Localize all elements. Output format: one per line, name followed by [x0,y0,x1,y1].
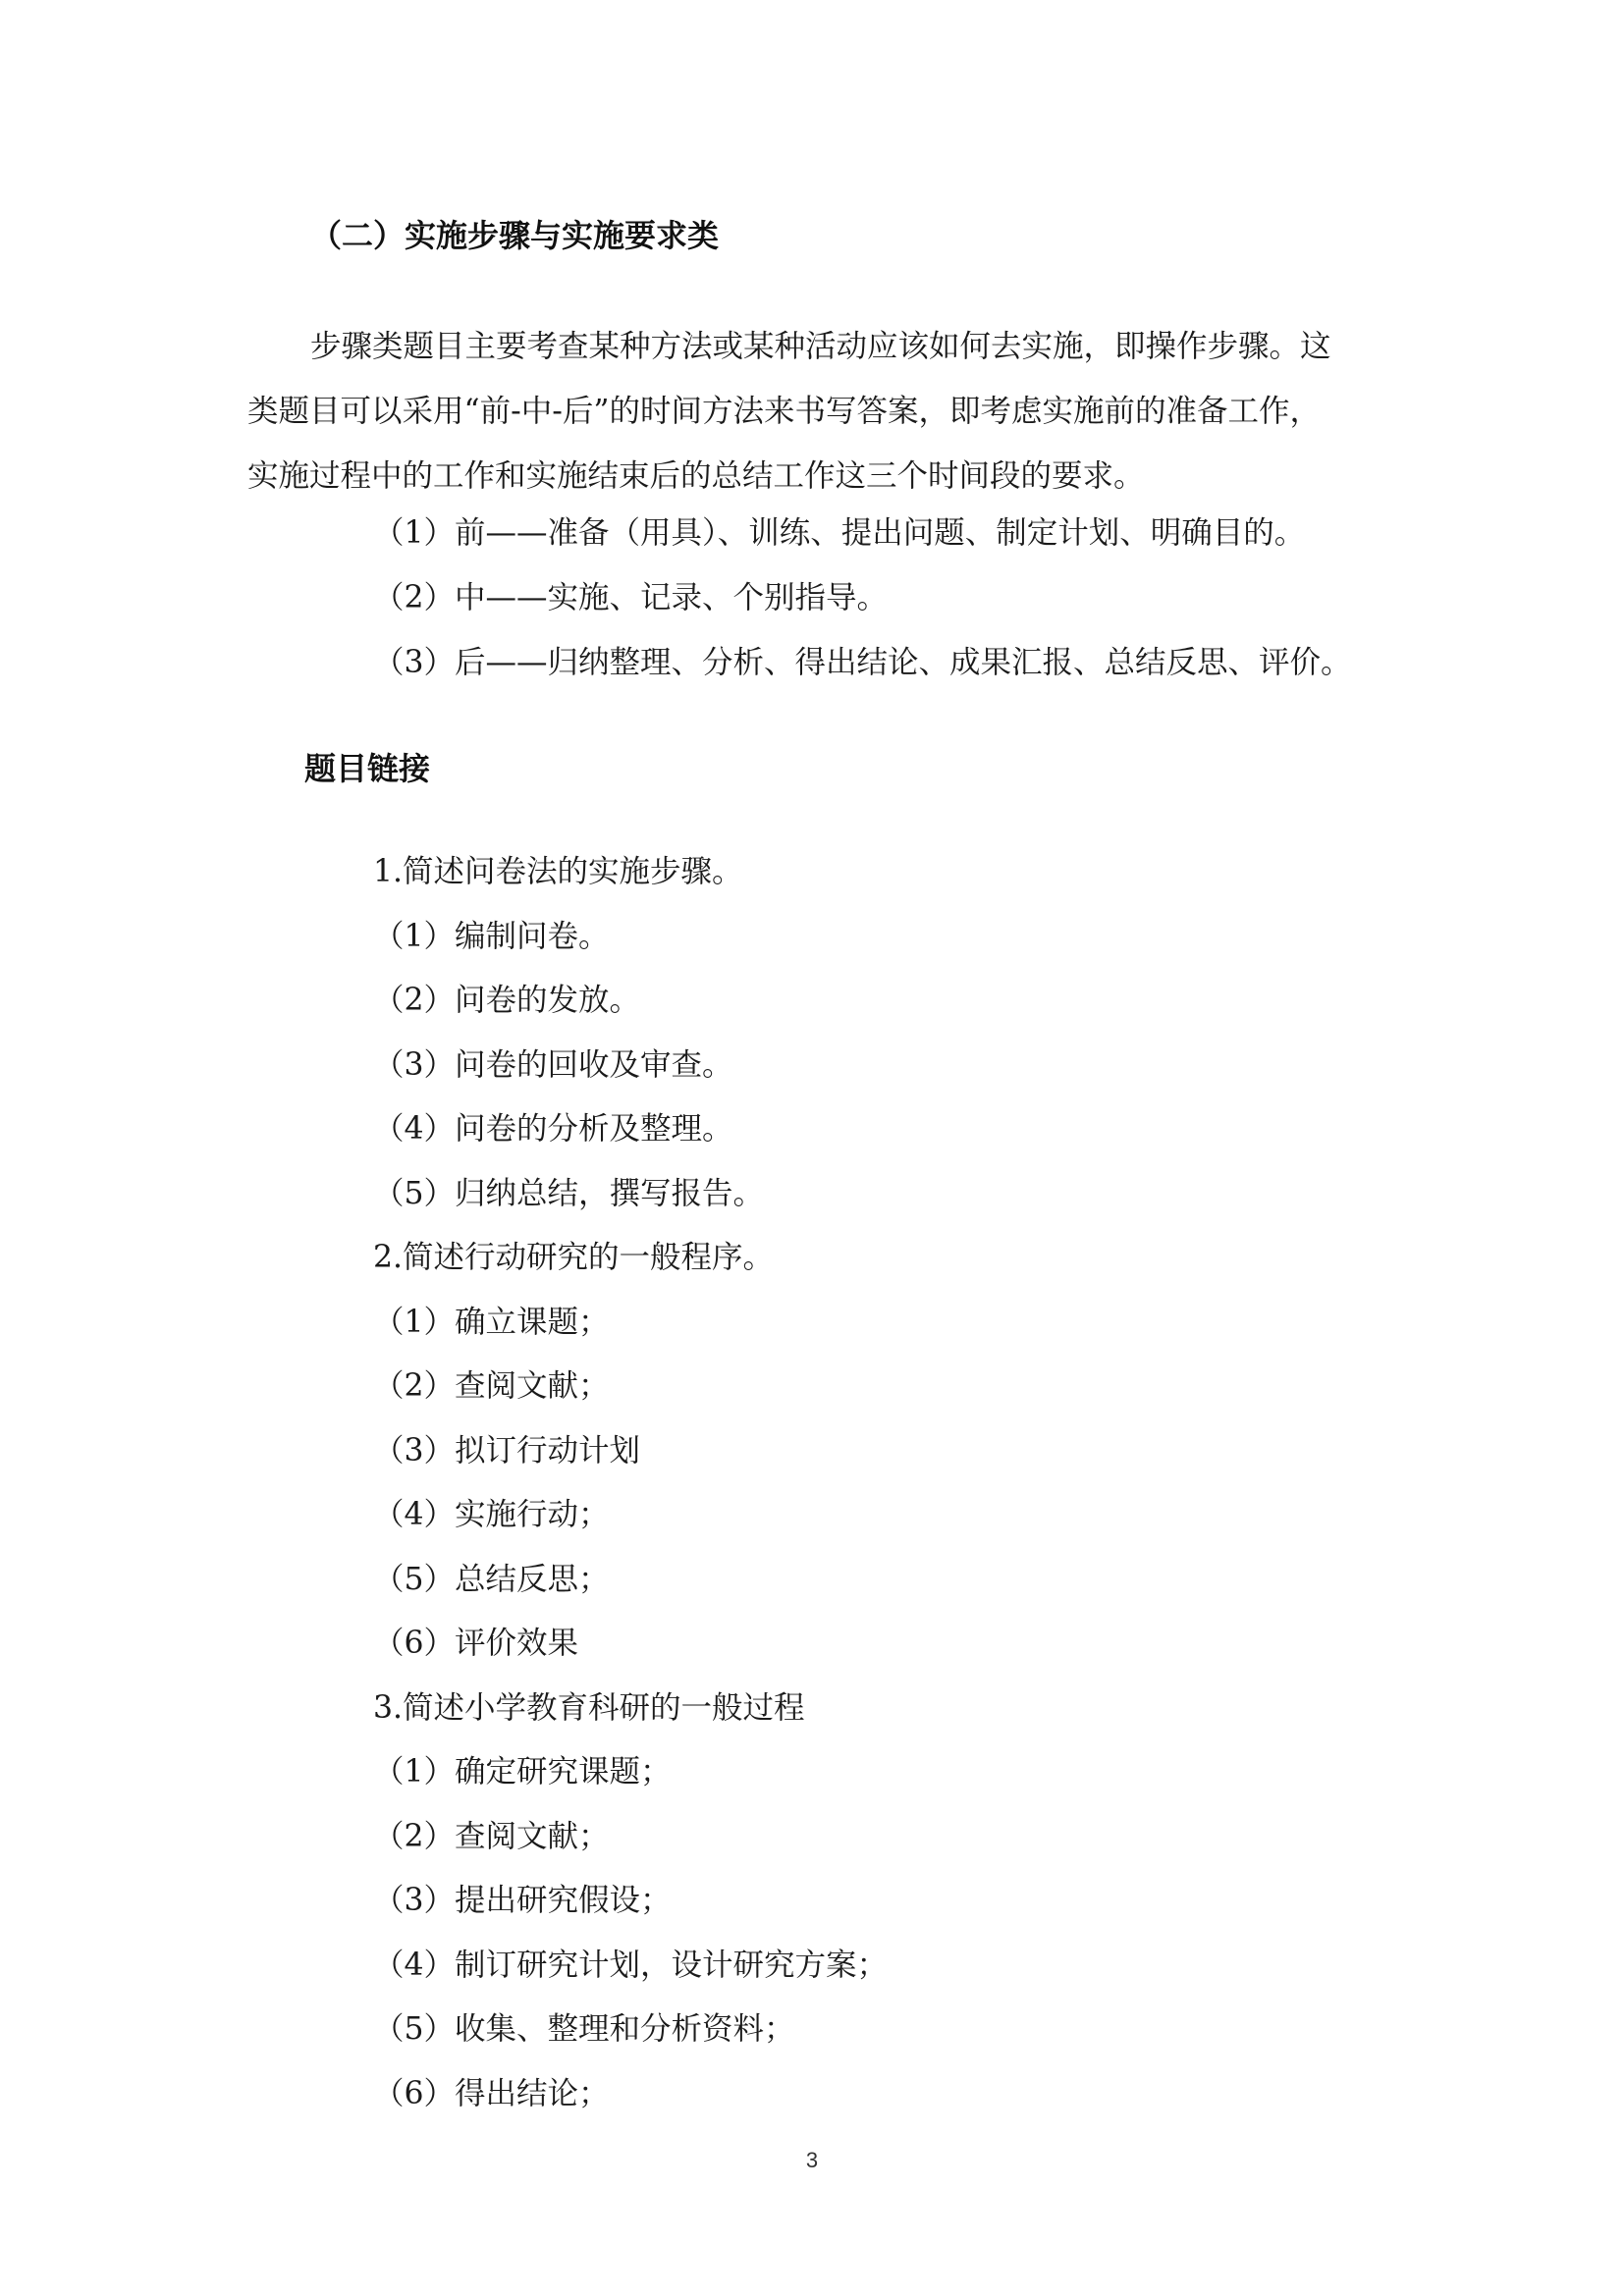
list-item: （3）提出研究假设； [373,1883,672,1918]
list-item: （5）归纳总结，撰写报告。 [373,1175,765,1211]
list-item: （3）拟订行动计划 [373,1432,641,1468]
list-item: （4）问卷的分析及整理。 [373,1111,733,1147]
list-item: （6）评价效果 [373,1626,579,1661]
page-number: 3 [805,2148,819,2172]
list-item: （2）问卷的发放。 [373,983,641,1018]
list-item: （3）问卷的回收及审查。 [373,1046,733,1083]
section-title: （二）实施步骤与实施要求类 [310,217,720,254]
time-method-list [373,501,1352,695]
question-heading: 3.简述小学教育科研的一般过程 [373,1689,805,1726]
intro-line: 实施过程中的工作和实施结束后的总结工作这三个时间段的要求。 [247,458,1145,494]
subsection-title: 题目链接 [304,750,431,787]
question-list [373,840,888,2126]
list-item: （4）制订研究计划，设计研究方案； [373,1947,889,1983]
list-item: （3）后——归纳整理、分析、得出结论、成果汇报、总结反思、评价。 [373,645,1352,680]
intro-line: 步骤类题目主要考查某种方法或某种活动应该如何去实施，即操作步骤。这 [310,329,1331,364]
list-item: （1）确立课题； [373,1304,610,1340]
list-item: （1）编制问卷。 [373,918,610,954]
list-item: （5）总结反思； [373,1561,610,1597]
list-item: （5）收集、整理和分析资料； [373,2011,795,2047]
list-item: （2）查阅文献； [373,1368,610,1404]
list-item: （1）确定研究课题； [373,1754,672,1789]
intro-line: 类题目可以采用“前-中-后”的时间方法来书写答案，即考虑实施前的准备工作， [247,394,1321,429]
list-item: （2）查阅文献； [373,1818,610,1854]
list-item: （2）中——实施、记录、个别指导。 [373,580,889,615]
list-item: （1）前——准备（用具）、训练、提出问题、制定计划、明确目的。 [373,515,1306,551]
question-heading: 1.简述问卷法的实施步骤。 [373,854,743,889]
list-item: （4）实施行动； [373,1497,610,1532]
intro-paragraph [247,314,1386,508]
list-item: （6）得出结论； [373,2075,610,2111]
question-heading: 2.简述行动研究的一般程序。 [373,1240,775,1275]
